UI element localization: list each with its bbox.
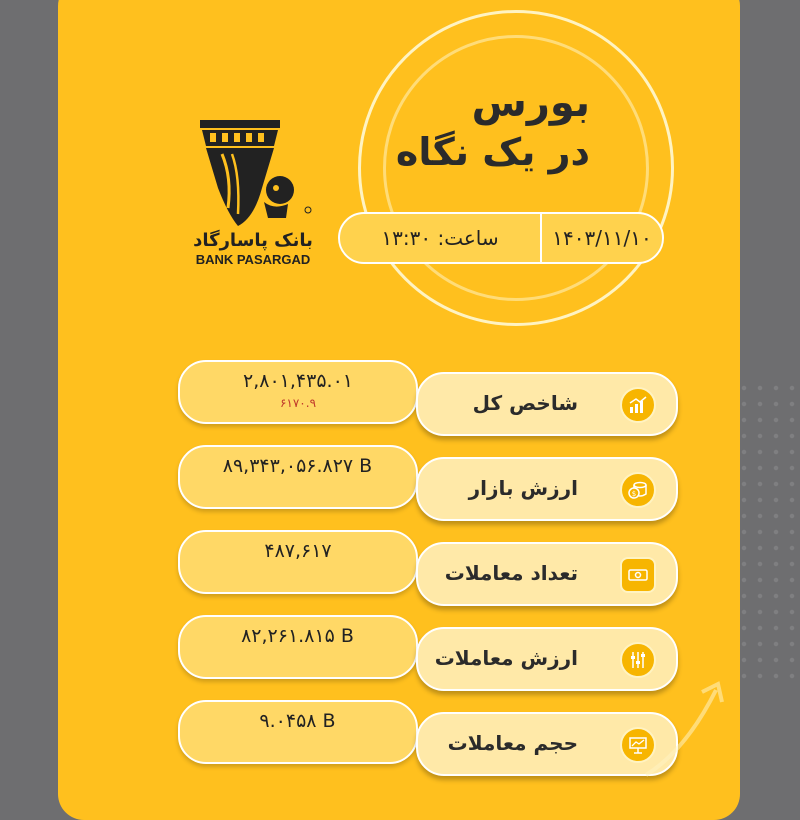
- coins-icon: [620, 472, 656, 508]
- label-pill: [416, 542, 678, 606]
- date-time-bar: [338, 212, 664, 264]
- title-line2: در یک نگاه: [395, 130, 590, 174]
- value-pill: [178, 445, 418, 509]
- value-text: ۴۸۷,۶۱۷: [264, 540, 332, 562]
- label-text: ارزش بازار: [468, 476, 578, 500]
- label-pill: [416, 457, 678, 521]
- label-pill: [416, 372, 678, 436]
- row-trade-volume: [178, 700, 678, 785]
- value-text: ۸۹,۳۴۳,۰۵۶.۸۲۷ B: [222, 455, 374, 477]
- value-text: ۹.۰۴۵۸ B: [259, 710, 337, 732]
- bank-pasargad-logo: [188, 118, 318, 268]
- label-text: تعداد معاملات: [444, 561, 578, 585]
- time-text: ساعت: ۱۳:۳۰: [381, 226, 499, 250]
- value-text: ۲,۸۰۱,۴۳۵.۰۱: [243, 370, 353, 392]
- logo-text-en: BANK PASARGAD: [195, 252, 311, 267]
- value-text: ۸۲,۲۶۱.۸۱۵ B: [241, 625, 355, 647]
- info-card: [58, 0, 740, 820]
- label-text: شاخص کل: [472, 391, 578, 415]
- change-text: ۶۱۷۰.۹: [279, 396, 317, 410]
- label-text: حجم معاملات: [447, 731, 578, 755]
- row-market-value: [178, 445, 678, 530]
- row-trade-value: [178, 615, 678, 700]
- decor-arrow: [636, 670, 736, 780]
- value-pill: [178, 360, 418, 424]
- date-text: ۱۴۰۳/۱۱/۱۰: [540, 214, 662, 262]
- value-pill: [178, 615, 418, 679]
- logo-text-fa: بانک پاسارگاد: [193, 230, 313, 251]
- value-pill: [178, 700, 418, 764]
- cash-icon: [620, 557, 656, 593]
- row-total-index: [178, 360, 678, 445]
- label-text: ارزش معاملات: [434, 646, 578, 670]
- title-line1: بورس: [471, 80, 590, 126]
- svg-text:$: $: [631, 490, 637, 498]
- chart-icon: [620, 387, 656, 423]
- row-trade-count: [178, 530, 678, 615]
- value-pill: [178, 530, 418, 594]
